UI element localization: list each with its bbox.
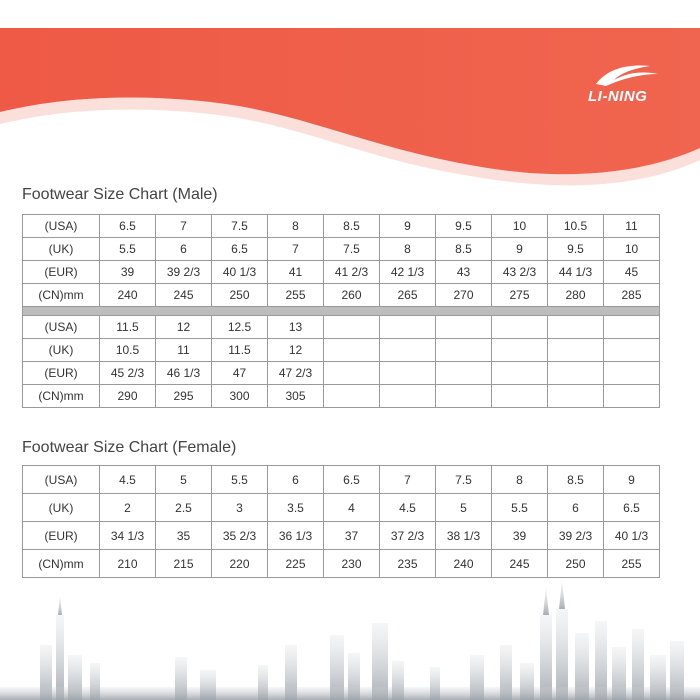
size-cell: 10	[492, 215, 548, 238]
row-label: (USA)	[23, 215, 100, 238]
logo-text: LI-NING	[588, 88, 648, 105]
size-cell: 10	[604, 238, 660, 261]
size-cell: 6.5	[212, 238, 268, 261]
size-cell: 5	[436, 494, 492, 522]
size-cell: 10.5	[100, 339, 156, 362]
size-cell: 41	[268, 261, 324, 284]
size-cell: 250	[548, 550, 604, 578]
size-cell: 40 1/3	[212, 261, 268, 284]
size-cell	[324, 385, 380, 408]
separator-cell	[23, 307, 660, 316]
size-cell: 4	[324, 494, 380, 522]
row-label: (UK)	[23, 238, 100, 261]
size-cell: 9	[604, 466, 660, 494]
size-cell: 9.5	[548, 238, 604, 261]
size-cell: 7.5	[324, 238, 380, 261]
size-cell	[548, 339, 604, 362]
size-cell: 44 1/3	[548, 261, 604, 284]
size-cell: 305	[268, 385, 324, 408]
size-cell: 275	[492, 284, 548, 307]
size-cell: 47 2/3	[268, 362, 324, 385]
size-cell: 12.5	[212, 316, 268, 339]
size-cell: 225	[268, 550, 324, 578]
row-label: (UK)	[23, 494, 100, 522]
size-cell: 6	[156, 238, 212, 261]
size-cell: 7	[380, 466, 436, 494]
table-separator	[23, 307, 660, 316]
size-cell: 8	[380, 238, 436, 261]
size-cell: 6	[268, 466, 324, 494]
size-cell: 43	[436, 261, 492, 284]
size-cell: 7	[268, 238, 324, 261]
size-cell: 2.5	[156, 494, 212, 522]
size-cell: 8.5	[548, 466, 604, 494]
size-cell: 8	[492, 466, 548, 494]
size-cell: 4.5	[380, 494, 436, 522]
size-cell	[436, 339, 492, 362]
size-cell: 11	[604, 215, 660, 238]
size-cell: 12	[156, 316, 212, 339]
size-cell	[548, 362, 604, 385]
size-cell: 40 1/3	[604, 522, 660, 550]
size-cell: 39	[100, 261, 156, 284]
size-cell: 280	[548, 284, 604, 307]
female-size-table	[22, 465, 660, 578]
size-cell: 245	[156, 284, 212, 307]
size-cell: 8	[268, 215, 324, 238]
size-cell: 300	[212, 385, 268, 408]
female-chart-title: Footwear Size Chart (Female)	[22, 439, 237, 456]
size-cell: 37 2/3	[380, 522, 436, 550]
size-cell: 245	[492, 550, 548, 578]
size-cell: 7	[156, 215, 212, 238]
table-row	[23, 339, 660, 362]
size-cell: 5.5	[492, 494, 548, 522]
table-row	[23, 362, 660, 385]
size-cell	[324, 362, 380, 385]
male-chart-title: Footwear Size Chart (Male)	[22, 186, 218, 203]
size-cell: 9	[492, 238, 548, 261]
size-cell: 10.5	[548, 215, 604, 238]
size-cell: 39	[492, 522, 548, 550]
male-size-table	[22, 214, 660, 408]
table-row	[23, 238, 660, 261]
size-cell: 5.5	[212, 466, 268, 494]
size-cell: 36 1/3	[268, 522, 324, 550]
table-row	[23, 385, 660, 408]
size-cell	[436, 362, 492, 385]
size-cell	[492, 385, 548, 408]
size-cell: 8.5	[324, 215, 380, 238]
size-cell: 6.5	[100, 215, 156, 238]
size-cell: 5.5	[100, 238, 156, 261]
size-cell: 3	[212, 494, 268, 522]
size-cell: 9	[380, 215, 436, 238]
size-cell: 35	[156, 522, 212, 550]
size-cell: 240	[436, 550, 492, 578]
size-cell: 12	[268, 339, 324, 362]
row-label: (EUR)	[23, 362, 100, 385]
size-cell	[604, 362, 660, 385]
table-row	[23, 261, 660, 284]
size-cell: 8.5	[436, 238, 492, 261]
size-cell: 255	[268, 284, 324, 307]
size-cell: 47	[212, 362, 268, 385]
size-cell: 255	[604, 550, 660, 578]
size-cell: 250	[212, 284, 268, 307]
size-cell: 290	[100, 385, 156, 408]
size-cell: 230	[324, 550, 380, 578]
size-cell	[548, 385, 604, 408]
table-row	[23, 215, 660, 238]
li-ning-logo	[588, 62, 692, 112]
size-cell: 11	[156, 339, 212, 362]
table-row	[23, 550, 660, 578]
size-cell: 43 2/3	[492, 261, 548, 284]
row-label: (EUR)	[23, 261, 100, 284]
size-cell: 285	[604, 284, 660, 307]
row-label: (UK)	[23, 339, 100, 362]
size-cell: 270	[436, 284, 492, 307]
size-cell	[380, 385, 436, 408]
size-cell: 265	[380, 284, 436, 307]
row-label: (CN)mm	[23, 385, 100, 408]
size-cell: 42 1/3	[380, 261, 436, 284]
size-cell: 41 2/3	[324, 261, 380, 284]
table-row	[23, 494, 660, 522]
size-cell: 46 1/3	[156, 362, 212, 385]
size-cell: 34 1/3	[100, 522, 156, 550]
row-label: (USA)	[23, 316, 100, 339]
table-row	[23, 316, 660, 339]
row-label: (CN)mm	[23, 550, 100, 578]
size-cell: 37	[324, 522, 380, 550]
size-cell	[492, 316, 548, 339]
size-cell	[380, 316, 436, 339]
city-skyline-image	[0, 575, 700, 700]
size-cell	[548, 316, 604, 339]
size-cell: 5	[156, 466, 212, 494]
size-cell: 235	[380, 550, 436, 578]
size-cell: 215	[156, 550, 212, 578]
size-cell	[380, 362, 436, 385]
size-cell	[604, 316, 660, 339]
table-row	[23, 284, 660, 307]
table-row	[23, 466, 660, 494]
size-cell: 7.5	[212, 215, 268, 238]
size-cell: 260	[324, 284, 380, 307]
size-cell	[380, 339, 436, 362]
size-cell: 45	[604, 261, 660, 284]
li-ning-swoosh-icon	[588, 62, 692, 90]
row-label: (CN)mm	[23, 284, 100, 307]
size-cell	[604, 339, 660, 362]
size-cell: 6.5	[324, 466, 380, 494]
size-cell: 9.5	[436, 215, 492, 238]
size-cell	[436, 316, 492, 339]
size-cell: 6	[548, 494, 604, 522]
size-cell: 35 2/3	[212, 522, 268, 550]
size-cell	[324, 316, 380, 339]
size-cell: 39 2/3	[548, 522, 604, 550]
row-label: (USA)	[23, 466, 100, 494]
size-cell: 6.5	[604, 494, 660, 522]
row-label: (EUR)	[23, 522, 100, 550]
size-cell	[604, 385, 660, 408]
size-cell: 7.5	[436, 466, 492, 494]
size-cell: 38 1/3	[436, 522, 492, 550]
size-cell	[436, 385, 492, 408]
size-cell: 2	[100, 494, 156, 522]
size-cell: 4.5	[100, 466, 156, 494]
size-cell	[324, 339, 380, 362]
size-cell: 13	[268, 316, 324, 339]
size-cell: 45 2/3	[100, 362, 156, 385]
size-cell: 3.5	[268, 494, 324, 522]
size-cell: 39 2/3	[156, 261, 212, 284]
size-cell: 210	[100, 550, 156, 578]
size-cell: 240	[100, 284, 156, 307]
table-row	[23, 522, 660, 550]
size-cell	[492, 362, 548, 385]
size-cell: 11.5	[212, 339, 268, 362]
size-cell	[492, 339, 548, 362]
size-cell: 220	[212, 550, 268, 578]
size-cell: 11.5	[100, 316, 156, 339]
size-cell: 295	[156, 385, 212, 408]
